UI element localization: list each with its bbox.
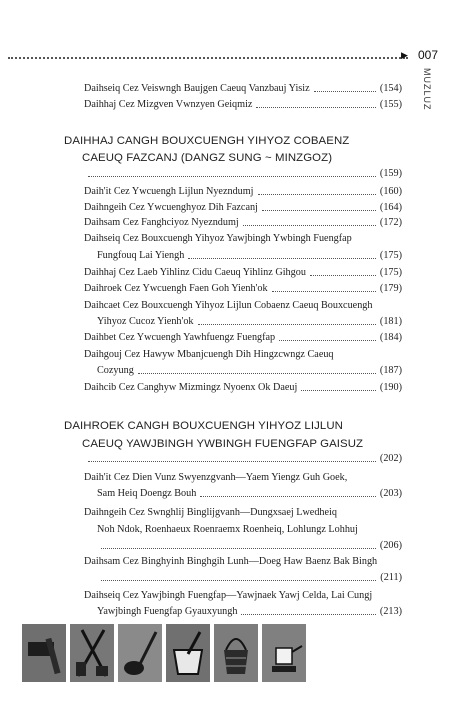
leader-dots xyxy=(138,373,376,374)
toc-entry[interactable] xyxy=(84,264,402,280)
toc-entry-continuation[interactable] xyxy=(97,485,402,501)
toc-entry[interactable] xyxy=(84,587,402,603)
toc-entry[interactable] xyxy=(84,96,402,112)
toc-entry[interactable] xyxy=(84,80,402,96)
toc-entry-text: Daihcib Cez Canghyw Mizmingz Nyoenx Ok Daeuj xyxy=(84,382,298,393)
toc-entry-text: Daih'it Cez Ywcuengh Lijlun Nyezndumj xyxy=(84,186,254,197)
toc-entry[interactable] xyxy=(84,504,402,520)
toc-entry[interactable] xyxy=(84,450,402,466)
toc-entry-text: Daihgouj Cez Hawyw Mbanjcuengh Dih Hingzcwngz Caeuq xyxy=(84,349,334,360)
leader-dots xyxy=(101,580,376,581)
leader-dots xyxy=(200,496,376,497)
toc-entry-text: Yawjbingh Fuengfap Gyauxyungh xyxy=(97,606,238,617)
toc-entry-continuation[interactable] xyxy=(97,603,402,619)
leader-dots xyxy=(88,176,376,177)
toc-entry-text: Daihhaj Cez Mizgven Vwnzyen Geiqmiz xyxy=(84,99,253,110)
toc-entry-text: Daih'it Cez Dien Vunz Swyenzgvanh—Yaem Yiengz Guh Goek, xyxy=(84,472,348,483)
toc-entry-text: Daihsam Cez Fanghciyoz Nyezndumj xyxy=(84,217,239,228)
toc-entry-text: Daihngeih Cez Swnghlij Binglijgvanh—Dungxsaej Lwedheiq xyxy=(84,507,337,518)
leader-dots xyxy=(243,225,376,226)
toc-entry[interactable] xyxy=(84,214,402,230)
hammer-icon xyxy=(22,624,66,682)
toc-entry[interactable] xyxy=(84,553,402,569)
toc-entry[interactable] xyxy=(84,183,402,199)
toc-entry-page: (179) xyxy=(379,283,402,294)
toc-entry-text: Daihngeih Cez Ywcuenghyoz Dih Fazcanj xyxy=(84,202,258,213)
leader-dots xyxy=(88,461,376,462)
leader-dots xyxy=(262,210,376,211)
ladle-icon xyxy=(118,624,162,682)
toc-entry-continuation[interactable] xyxy=(97,362,402,378)
toc-entry-page: (184) xyxy=(379,332,402,343)
crossed-tools-icon xyxy=(70,624,114,682)
toc-entry-text: Daihsam Cez Binghyinh Binghgih Lunh—Doeg Haw Baenz Bak Bingh xyxy=(84,556,378,567)
toc-entry-continuation[interactable] xyxy=(97,313,402,329)
chapter-title-6-line1: DAIHROEK CANGH BOUXCUENGH YIHYOZ LIJLUN xyxy=(64,420,344,432)
toc-entry[interactable] xyxy=(84,469,402,485)
leader-dots xyxy=(198,324,376,325)
toc-entry[interactable] xyxy=(84,280,402,296)
header-arrow-icon: ▶ xyxy=(401,51,408,61)
leader-dots xyxy=(272,291,376,292)
toc-entry-page: (203) xyxy=(379,488,402,499)
toc-entry-page: (159) xyxy=(379,168,402,179)
footer-icon-strip xyxy=(22,624,306,682)
basket-icon xyxy=(214,624,258,682)
toc-entry-text: Daihbet Cez Ywcuengh Yawhfuengz Fuengfap xyxy=(84,332,276,343)
toc-entry-page: (213) xyxy=(379,606,402,617)
toc-entry-text: Daihroek Cez Ywcuengh Faen Goh Yienh'ok xyxy=(84,283,268,294)
toc-entry[interactable] xyxy=(84,165,402,181)
leader-dots xyxy=(314,91,376,92)
toc-entry-text: Daihhaj Cez Laeb Yihlinz Cidu Caeuq Yihlinz Gihgou xyxy=(84,267,306,278)
leader-dots xyxy=(241,614,375,615)
toc-entry-page: (211) xyxy=(380,572,402,583)
chapter-title-6-line2: CAEUQ YAWJBINGH YWBINGH FUENGFAP GAISUZ xyxy=(82,438,364,450)
toc-entry-text: Noh Ndok, Roenhaeux Roenraemx Roenheiq, Lohlungz Lohhuj xyxy=(97,524,358,535)
leader-dots xyxy=(258,194,376,195)
toc-entry-page: (155) xyxy=(379,99,402,110)
leader-dots xyxy=(256,107,376,108)
toc-entry-continuation[interactable] xyxy=(97,569,402,585)
leader-dots xyxy=(101,548,376,549)
kettle-icon xyxy=(262,624,306,682)
toc-entry-page: (206) xyxy=(379,540,402,551)
header-dotted-rule xyxy=(8,57,408,59)
toc-entry-text: Yihyoz Cucoz Yienh'ok xyxy=(97,316,194,327)
side-section-label: MUZLUZ xyxy=(422,68,432,111)
toc-entry-text: Daihcaet Cez Bouxcuengh Yihyoz Lijlun Cobaenz Caeuq Bouxcuengh xyxy=(84,300,373,311)
toc-entry-text: Daihseiq Cez Bouxcuengh Yihyoz Yawjbingh Ywbingh Fuengfap xyxy=(84,233,352,244)
toc-entry[interactable] xyxy=(84,230,402,246)
leader-dots xyxy=(301,390,376,391)
toc-entry[interactable] xyxy=(84,297,402,313)
leader-dots xyxy=(310,275,376,276)
toc-entry-page: (190) xyxy=(379,382,402,393)
chapter-title-5-line1: DAIHHAJ CANGH BOUXCUENGH YIHYOZ COBAENZ xyxy=(64,135,350,147)
toc-entry-page: (175) xyxy=(379,250,402,261)
toc-entry-page: (154) xyxy=(379,83,402,94)
toc-entry[interactable] xyxy=(84,379,402,395)
toc-entry-page: (187) xyxy=(379,365,402,376)
toc-entry-page: (160) xyxy=(379,186,402,197)
toc-entry-continuation[interactable] xyxy=(97,537,402,553)
toc-entry-text: Daihseiq Cez Veiswngh Baujgen Caeuq Vanzbauj Yisiz xyxy=(84,83,310,94)
mortar-icon xyxy=(166,624,210,682)
toc-entry[interactable] xyxy=(84,199,402,215)
toc-entry[interactable] xyxy=(84,346,402,362)
toc-entry-page: (172) xyxy=(379,217,402,228)
toc-entry-text: Fungfouq Lai Yiengh xyxy=(97,250,185,261)
toc-entry-page: (164) xyxy=(379,202,402,213)
toc-entry[interactable] xyxy=(84,329,402,345)
page-number: 007 xyxy=(418,48,439,62)
chapter-title-5-line2: CAEUQ FAZCANJ (DANGZ SUNG ~ MINZGOZ) xyxy=(82,152,333,164)
toc-entry-text: Daihseiq Cez Yawjbingh Fuengfap—Yawjnaek Yawj Celda, Lai Cungj xyxy=(84,590,373,601)
leader-dots xyxy=(279,340,376,341)
toc-entry-text: Sam Heiq Doengz Bouh xyxy=(97,488,197,499)
leader-dots xyxy=(188,258,376,259)
toc-entry-text: Cozyung xyxy=(97,365,134,376)
toc-entry-page: (202) xyxy=(379,453,402,464)
toc-entry-continuation[interactable] xyxy=(97,247,402,263)
toc-entry-continuation[interactable] xyxy=(97,521,402,537)
toc-entry-page: (181) xyxy=(379,316,402,327)
toc-entry-page: (175) xyxy=(379,267,402,278)
